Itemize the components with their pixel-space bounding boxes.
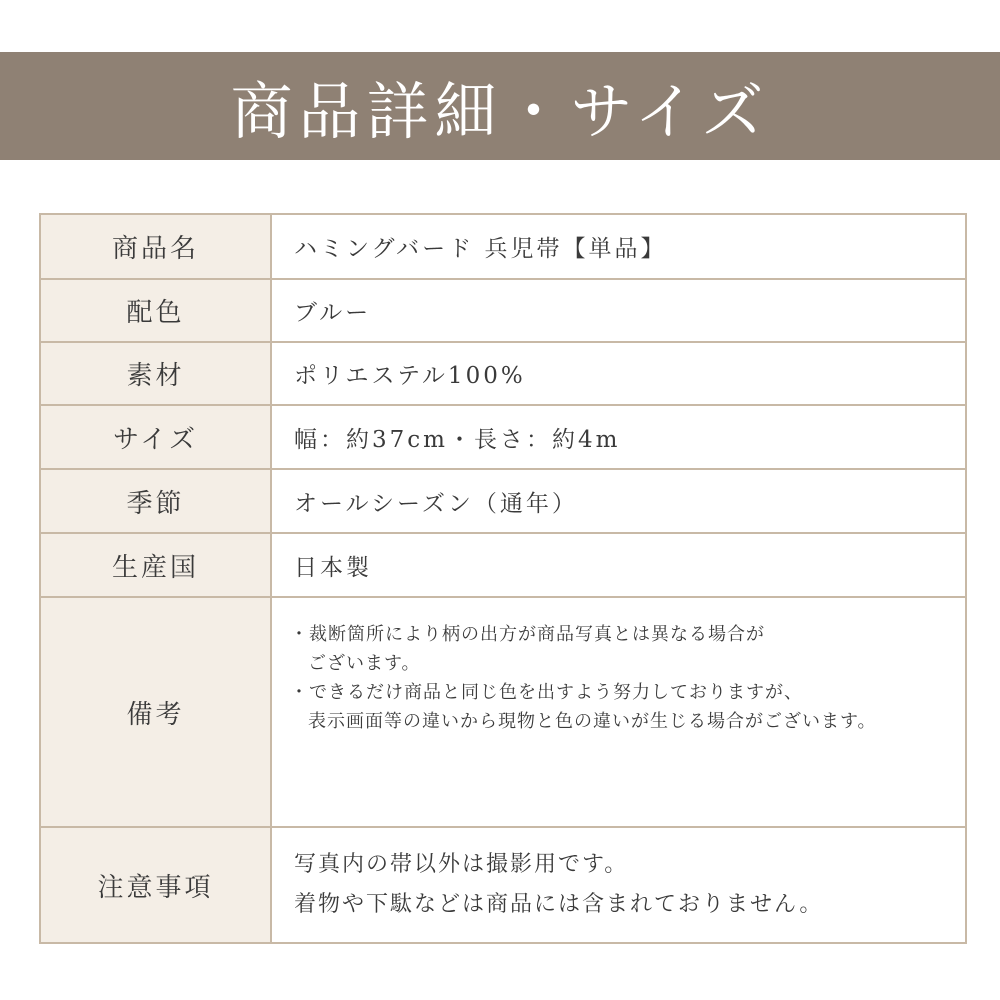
row-label-material: 素材 xyxy=(41,343,270,404)
row-label-size: サイズ xyxy=(41,406,270,468)
row-value-origin: 日本製 xyxy=(272,534,965,596)
row-value-season: オールシーズン（通年） xyxy=(272,470,965,532)
row-value-size: 幅：約37cm・長さ：約4m xyxy=(272,406,965,468)
row-value-material: ポリエステル100% xyxy=(272,343,965,404)
note-item xyxy=(290,620,765,678)
page-title: 商品詳細・サイズ xyxy=(230,74,770,148)
row-label-caution: 注意事項 xyxy=(41,828,270,942)
note-item xyxy=(290,678,877,736)
row-value-product-name: ハミングバード 兵児帯【単品】 xyxy=(272,215,965,278)
note-text: 表示画面等の違いから現物と色の違いが生じる場合がございます。 xyxy=(308,711,877,732)
row-value-color: ブルー xyxy=(272,280,965,341)
row-label-season: 季節 xyxy=(41,470,270,532)
row-label-color: 配色 xyxy=(41,280,270,341)
note-text: ございます。 xyxy=(308,653,421,674)
row-value-caution xyxy=(272,828,965,942)
row-label-origin: 生産国 xyxy=(41,534,270,596)
note-text: ・裁断箇所により柄の出方が商品写真とは異なる場合が xyxy=(290,624,765,645)
header-banner xyxy=(0,52,1000,160)
product-spec-table xyxy=(39,213,967,944)
caution-text: 着物や下駄などは商品には含まれておりません。 xyxy=(294,892,824,917)
row-value-notes xyxy=(272,598,965,826)
row-label-product-name: 商品名 xyxy=(41,215,270,278)
caution-text: 写真内の帯以外は撮影用です。 xyxy=(294,852,629,877)
row-label-notes: 備考 xyxy=(41,598,270,826)
note-text: ・できるだけ商品と同じ色を出すよう努力しておりますが、 xyxy=(290,682,803,703)
